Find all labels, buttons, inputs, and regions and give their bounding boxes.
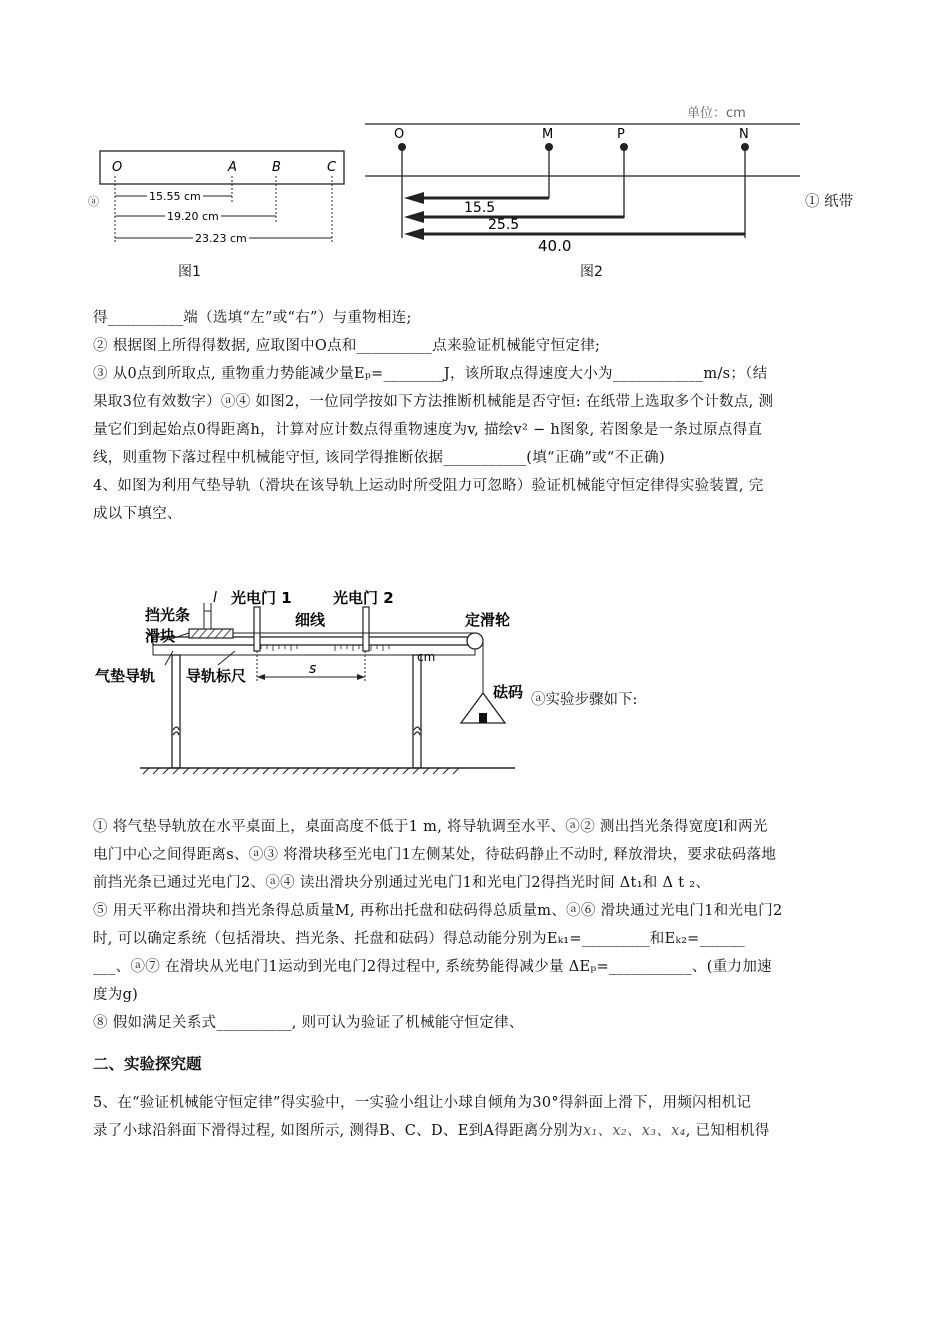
q3-line-4: 果取3位有效数字）ⓐ④ 如图2，一位同学按如下方法推断机械能是否守恒: 在纸带上选取多个计数点, 测 [93,394,774,410]
fig2-dim-om: 15.5 [464,200,496,216]
q5-line-2 [93,1117,863,1145]
fig2-point-n: N [739,127,749,142]
q3-line-5: 量它们到起始点0得距离h，计算对应计数点得重物速度为v, 描绘v² − h图象, 若图象是一条过原点得直 [93,422,763,438]
label-pulley: 定滑轮 [465,611,511,629]
fig1-dim-oc: 23.23 cm [195,232,247,245]
fig2-unit: 单位：cm [687,106,746,121]
steps-line-7: 度为g) [93,987,139,1003]
question-3-text [93,304,863,528]
fig2-point-m: M [542,127,554,142]
fig1-point-o: O [112,160,123,175]
air-track-apparatus-figure [95,585,535,775]
q5-distance-vars: x₁、x₂、x₃、x₄ [582,1123,686,1139]
label-cm: cm [417,650,436,664]
q5-line-2b: , 已知相机得 [685,1123,770,1139]
label-photogate-2: 光电门 2 [333,589,394,607]
q4-line-1: 4、如图为利用气垫导轨（滑块在该导轨上运动时所受阻力可忽略）验证机械能守恒定律得实验装置, 完 [93,478,764,494]
anchor-mark: ⓐ [88,195,99,208]
section-2-heading: 二、实验探究题 [93,1055,202,1073]
fig1-dim-oa: 15.55 cm [149,190,201,203]
fig1-point-c: C [327,160,337,175]
label-l: l [213,590,217,606]
steps-line-8: ⑧ 假如满足关系式__________, 则可认为验证了机械能守恒定律、 [93,1015,524,1031]
fig1-point-b: B [272,160,281,175]
steps-line-1: ① 将气垫导轨放在水平桌面上，桌面高度不低于1 m, 将导轨调至水平、ⓐ② 测出挡光条得宽度l和两光 [93,819,768,835]
label-air-track: 气垫导轨 [95,667,156,685]
fig1-dim-ob: 19.20 cm [167,210,219,223]
label-s: s [309,661,317,677]
figure-1-paper-tape [85,140,355,250]
steps-line-4: ⑤ 用天平称出滑块和挡光条得总质量M, 再称出托盘和砝码得总质量m、ⓐ⑥ 滑块通过光电门1和光电门2 [93,903,783,919]
fig1-point-a: A [228,160,237,175]
steps-line-5: 时, 可以确定系统（包括滑块、挡光条、托盘和砝码）得总动能分别为Eₖ₁=_________和Eₖ₂=______ [93,931,745,947]
q3-line-3: ③ 从0点到所取点, 重物重力势能减少量Eₚ=________J，该所取点得速度大小为____________m/s；（结 [93,366,768,382]
q3-line-2: ② 根据图上所得得数据, 应取图中O点和__________点来验证机械能守恒定律; [93,338,601,354]
q5-line-2a: 录了小球沿斜面下滑得过程, 如图所示, 测得B、C、D、E到A得距离分别为 [93,1123,583,1139]
figure-1-caption: 图1 [178,264,201,280]
fig2-point-o: O [394,127,405,142]
fig2-dim-on: 40.0 [538,237,572,255]
steps-line-6: ___、ⓐ⑦ 在滑块从光电门1运动到光电门2得过程中, 系统势能得减少量 ΔEₚ=___________、(重力加速 [93,959,772,975]
fig2-dim-op: 25.5 [488,217,520,233]
q4-line-2: 成以下填空、 [93,506,182,522]
label-shade-strip: 挡光条 [145,606,191,624]
q3-tail-text: ① 纸带 [805,194,854,210]
q3-line-6: 线，则重物下落过程中机械能守恒, 该同学得推断依据___________(填“正确”或“不正确) [93,450,665,466]
label-weight: 砝码 [493,683,524,701]
apparatus-tail-text: ⓐ实验步骤如下: [531,692,638,708]
steps-line-2: 电门中心之间得距离s、ⓐ③ 将滑块移至光电门1左侧某处，待砝码静止不动时, 释放滑块，要求砝码落地 [93,847,777,863]
figure-2-caption: 图2 [580,264,603,280]
steps-line-3: 前挡光条已通过光电门2、ⓐ④ 读出滑块分别通过光电门1和光电门2得挡光时间 Δt₁和 Δ t ₂、 [93,875,711,891]
label-track-ruler: 导轨标尺 [186,667,247,685]
question-5-text [93,1089,863,1145]
label-photogate-1: 光电门 1 [231,589,292,607]
q5-line-1: 5、在“验证机械能守恒定律”得实验中，一实验小组让小球自倾角为30°得斜面上滑下，用频闪相机记 [93,1095,752,1111]
label-slider: 滑块 [145,627,176,645]
figure-2-paper-tape [360,100,805,256]
experiment-steps [93,813,863,1037]
q3-line-1: 得__________端（选填“左”或“右”）与重物相连; [93,310,412,326]
label-thread: 细线 [295,611,326,629]
fig2-point-p: P [617,127,625,142]
